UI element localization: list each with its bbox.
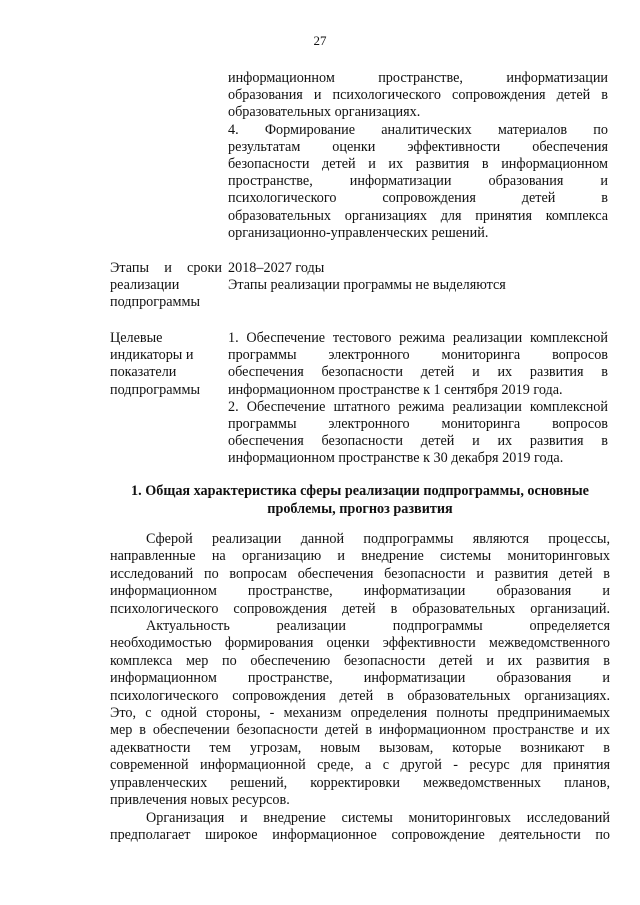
text-line: пространстве, информатизации образования и	[228, 173, 608, 190]
label-line: Этапы и сроки	[110, 260, 222, 276]
value-line: 2. Обеспечение штатного режима реализации комплексной	[228, 398, 608, 415]
text-line: безопасности детей и их развития в информационном	[228, 156, 608, 173]
page-number: 27	[313, 33, 327, 48]
value-line: программы электронного мониторинга вопросов	[228, 347, 608, 364]
section-heading	[110, 483, 610, 518]
stages-value	[228, 260, 608, 294]
value-line: информационном пространстве к 30 декабря 2019 года.	[228, 450, 564, 467]
label-line: индикаторы и	[110, 347, 194, 364]
paragraph-line: направленные на организацию и внедрение системы мониторинговых	[110, 548, 610, 565]
label-line: показатели	[110, 364, 177, 381]
heading-line: проблемы, прогноз развития	[267, 500, 453, 517]
paragraph-line: Организация и внедрение системы мониторинговых исследований	[146, 809, 610, 826]
paragraph-line: Актуальность реализации подпрограммы определяется	[146, 618, 610, 635]
heading-line: 1. Общая характеристика сферы реализации подпрограммы, основные	[131, 483, 589, 499]
value-line: обеспечения безопасности детей и их развития в	[228, 433, 608, 450]
text-line: образования и психологического сопровождения детей в	[228, 87, 608, 104]
text-line: 4. Формирование аналитических материалов по	[228, 121, 608, 138]
value-line: 2018–2027 годы	[228, 260, 325, 276]
paragraph-line: адекватности тем угрозам, новым вызовам, которые возникают в	[110, 739, 610, 756]
value-line: Этапы реализации программы не выделяются	[228, 277, 506, 294]
text-line: организационно-управленческих решений.	[228, 224, 489, 241]
paragraph-line: исследований по вопросам обеспечения безопасности и развития детей в	[110, 565, 610, 582]
paragraph-line: управленческих решений, корректировки межведомственных планов,	[110, 774, 610, 791]
label-line: реализации	[110, 277, 180, 294]
paragraph-line: мер в обеспечении безопасности детей в информационном пространстве и их	[110, 722, 610, 739]
text-line: психологического сопровождения детей в	[228, 190, 608, 207]
value-line: обеспечения безопасности детей и их развития в	[228, 364, 608, 381]
targets-value	[228, 330, 608, 468]
paragraph-line: необходимостью формирования оценки эффективности межведомственного	[110, 635, 610, 652]
paragraph-line: предполагает широкое информационное сопровождение деятельности по	[110, 826, 610, 843]
paragraph-line: информационном пространстве, информатизации образования и	[110, 670, 610, 687]
paragraph-line: Это, с одной стороны, - механизм определения полноты предпринимаемых	[110, 705, 610, 722]
stages-label	[110, 260, 222, 312]
value-line: программы электронного мониторинга вопросов	[228, 416, 608, 433]
paragraph-line: современной информационной среде, а с другой - ресурс для принятия	[110, 757, 610, 774]
paragraph-line: комплекса мер по обеспечению безопасности детей и их развития в	[110, 652, 610, 669]
label-line: Целевые	[110, 330, 163, 346]
paragraph-line: психологического сопровождения детей в образовательных организаций.	[110, 600, 610, 617]
body-text	[110, 531, 610, 844]
label-line: подпрограммы	[110, 381, 200, 398]
top-continuation-block	[228, 70, 608, 242]
targets-label	[110, 330, 222, 399]
text-line: образовательных организациях.	[228, 104, 421, 121]
label-line: подпрограммы	[110, 294, 200, 311]
paragraph-line: привлечения новых ресурсов.	[110, 792, 290, 809]
value-line: 1. Обеспечение тестового режима реализации комплексной	[228, 330, 608, 346]
text-line: образовательных организациях для принятия комплекса	[228, 207, 608, 224]
paragraph-line: Сферой реализации данной подпрограммы являются процессы,	[146, 531, 610, 547]
paragraph-line: информационном пространстве, информатизации образования и	[110, 583, 610, 600]
paragraph-line: психологического сопровождения детей в образовательных организациях.	[110, 687, 610, 704]
text-line: результатам оценки эффективности обеспечения	[228, 138, 608, 155]
text-line: информационном пространстве, информатизации	[228, 70, 608, 86]
value-line: информационном пространстве к 1 сентября 2019 года.	[228, 381, 563, 398]
